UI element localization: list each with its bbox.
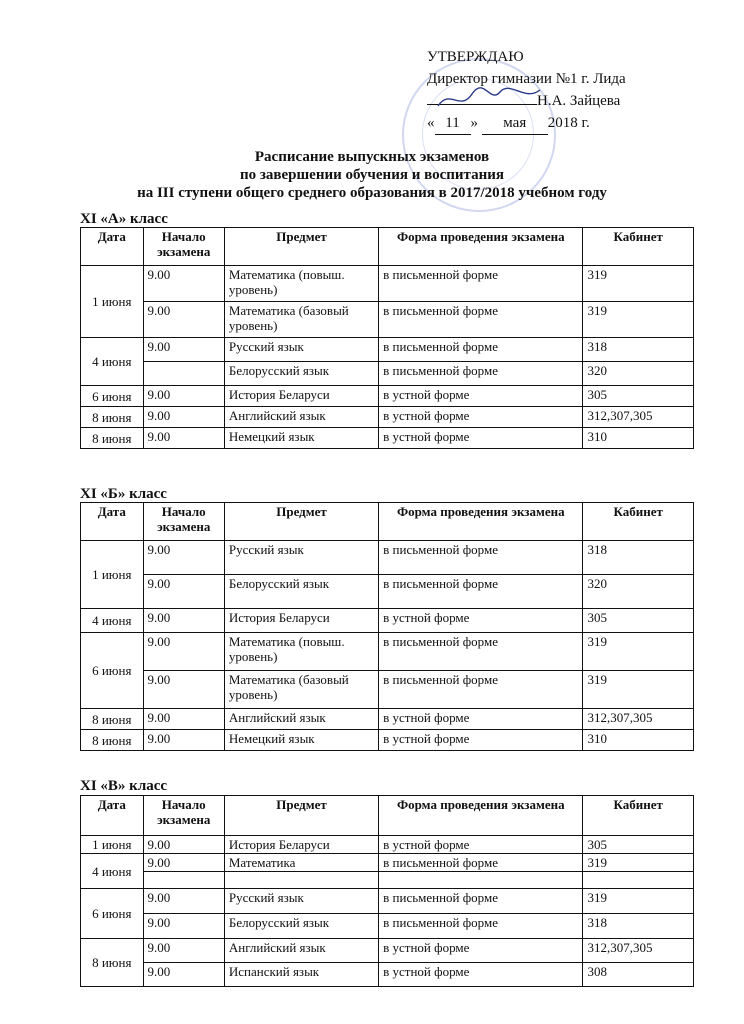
- header-subject: Предмет: [224, 796, 378, 836]
- cell-subject: Английский язык: [224, 709, 378, 730]
- cell-room: 310: [583, 428, 694, 449]
- table-row: [81, 939, 694, 963]
- table-row: [81, 428, 694, 449]
- table-row: [81, 541, 694, 575]
- cell-room: 319: [583, 302, 694, 338]
- cell-subject: Английский язык: [224, 939, 378, 963]
- cell-form: в письменной форме: [379, 302, 583, 338]
- cell-date: 8 июня: [81, 939, 144, 987]
- table-row: [81, 671, 694, 709]
- table-row: [81, 302, 694, 338]
- table-row: [81, 963, 694, 987]
- cell-form: в письменной форме: [379, 266, 583, 302]
- table-row: [81, 633, 694, 671]
- cell-start: 9.00: [143, 709, 224, 730]
- header-form: Форма проведения экзамена: [379, 796, 583, 836]
- cell-date: 8 июня: [81, 730, 144, 751]
- cell-room: 318: [583, 541, 694, 575]
- approval-name: Н.А. Зайцева: [537, 93, 621, 109]
- class-heading: XI «Б» класс: [80, 486, 167, 502]
- cell-form: в устной форме: [379, 730, 583, 751]
- cell-start: 9.00: [143, 836, 224, 854]
- table-row: [81, 730, 694, 751]
- cell-form: в устной форме: [379, 709, 583, 730]
- cell-form: в письменной форме: [379, 854, 583, 872]
- approval-day: 11: [435, 112, 471, 135]
- cell-form: в письменной форме: [379, 338, 583, 362]
- cell-subject: История Беларуси: [224, 609, 378, 633]
- cell-start: 9.00: [143, 541, 224, 575]
- header-room: Кабинет: [583, 796, 694, 836]
- signature-scribble: [430, 84, 550, 114]
- cell-start: 9.00: [143, 575, 224, 609]
- cell-room: 320: [583, 362, 694, 386]
- cell-room: 320: [583, 575, 694, 609]
- cell-subject: Математика (базовый уровень): [224, 671, 378, 709]
- cell-date: 4 июня: [81, 338, 144, 386]
- cell-date: 1 июня: [81, 266, 144, 338]
- table-row: [81, 836, 694, 854]
- cell-room: 312,307,305: [583, 709, 694, 730]
- cell-room: [583, 872, 694, 889]
- table-row: [81, 914, 694, 939]
- approval-heading: УТВЕРЖДАЮ: [427, 49, 524, 65]
- cell-start: 9.00: [143, 939, 224, 963]
- cell-start: 9.00: [143, 428, 224, 449]
- cell-room: 319: [583, 671, 694, 709]
- cell-room: 319: [583, 889, 694, 914]
- cell-start: 9.00: [143, 386, 224, 407]
- header-subject: Предмет: [224, 228, 378, 266]
- cell-room: 305: [583, 386, 694, 407]
- header-date: Дата: [81, 796, 144, 836]
- cell-subject: Русский язык: [224, 889, 378, 914]
- table-row: [81, 854, 694, 872]
- header-start: Начало экзамена: [143, 503, 224, 541]
- cell-date: 1 июня: [81, 836, 144, 854]
- cell-start: 9.00: [143, 854, 224, 872]
- cell-room: 310: [583, 730, 694, 751]
- table-row: [81, 266, 694, 302]
- cell-date: 6 июня: [81, 386, 144, 407]
- header-start: Начало экзамена: [143, 796, 224, 836]
- cell-form: в устной форме: [379, 963, 583, 987]
- cell-subject: Математика (повыш. уровень): [224, 633, 378, 671]
- cell-room: 305: [583, 836, 694, 854]
- cell-form: в письменной форме: [379, 575, 583, 609]
- cell-date: 6 июня: [81, 889, 144, 939]
- cell-subject: Английский язык: [224, 407, 378, 428]
- cell-form: в устной форме: [379, 939, 583, 963]
- table-row: [81, 889, 694, 914]
- cell-start: 9.00: [143, 914, 224, 939]
- cell-form: в устной форме: [379, 386, 583, 407]
- cell-date: 8 июня: [81, 709, 144, 730]
- header-room: Кабинет: [583, 228, 694, 266]
- cell-subject: Русский язык: [224, 338, 378, 362]
- cell-date: 1 июня: [81, 541, 144, 609]
- cell-subject: [224, 872, 378, 889]
- cell-subject: Математика: [224, 854, 378, 872]
- cell-subject: Белорусский язык: [224, 362, 378, 386]
- cell-form: в письменной форме: [379, 541, 583, 575]
- cell-subject: Немецкий язык: [224, 428, 378, 449]
- cell-form: в устной форме: [379, 428, 583, 449]
- cell-form: в письменной форме: [379, 671, 583, 709]
- header-date: Дата: [81, 228, 144, 266]
- cell-date: 8 июня: [81, 428, 144, 449]
- class-heading: XI «В» класс: [80, 778, 168, 794]
- approval-position: Директор гимназии №1 г. Лида: [427, 71, 626, 87]
- approval-year: 2018 г.: [547, 115, 590, 131]
- cell-form: в письменной форме: [379, 914, 583, 939]
- cell-room: 319: [583, 633, 694, 671]
- cell-subject: История Беларуси: [224, 836, 378, 854]
- table-header-row: [81, 796, 694, 836]
- cell-start: 9.00: [143, 266, 224, 302]
- cell-form: в письменной форме: [379, 889, 583, 914]
- cell-form: в устной форме: [379, 407, 583, 428]
- cell-start: [143, 872, 224, 889]
- cell-date: 6 июня: [81, 633, 144, 709]
- table-row: [81, 575, 694, 609]
- schedule-table: [80, 502, 694, 751]
- cell-start: 9.00: [143, 407, 224, 428]
- table-row: [81, 386, 694, 407]
- header-form: Форма проведения экзамена: [379, 503, 583, 541]
- schedule-table: [80, 227, 694, 449]
- table-row: [81, 709, 694, 730]
- cell-room: 318: [583, 338, 694, 362]
- schedule-table: [80, 795, 694, 987]
- cell-start: 9.00: [143, 671, 224, 709]
- table-row: [81, 872, 694, 889]
- cell-form: в устной форме: [379, 836, 583, 854]
- cell-form: в письменной форме: [379, 362, 583, 386]
- approval-month: мая: [482, 112, 548, 135]
- cell-start: 9.00: [143, 889, 224, 914]
- cell-form: в письменной форме: [379, 633, 583, 671]
- table-row: [81, 362, 694, 386]
- table-row: [81, 407, 694, 428]
- cell-start: 9.00: [143, 338, 224, 362]
- cell-room: 318: [583, 914, 694, 939]
- cell-date: 8 июня: [81, 407, 144, 428]
- cell-subject: Испанский язык: [224, 963, 378, 987]
- header-start: Начало экзамена: [143, 228, 224, 266]
- cell-start: 9.00: [143, 609, 224, 633]
- cell-room: 312,307,305: [583, 407, 694, 428]
- approval-date: « 11 » мая 2018 г.: [427, 112, 626, 135]
- cell-subject: Русский язык: [224, 541, 378, 575]
- cell-room: 319: [583, 854, 694, 872]
- cell-form: в устной форме: [379, 609, 583, 633]
- table-header-row: [81, 228, 694, 266]
- header-room: Кабинет: [583, 503, 694, 541]
- cell-subject: История Беларуси: [224, 386, 378, 407]
- class-heading: XI «А» класс: [80, 211, 168, 227]
- document-title: Расписание выпускных экзаменов по завершении обучения и воспитания на III ступени общего среднего образования в 2017/2018 учебном году: [137, 149, 607, 201]
- table-row: [81, 609, 694, 633]
- table-header-row: [81, 503, 694, 541]
- cell-subject: Математика (повыш. уровень): [224, 266, 378, 302]
- cell-start: 9.00: [143, 302, 224, 338]
- cell-room: 312,307,305: [583, 939, 694, 963]
- cell-room: 319: [583, 266, 694, 302]
- header-date: Дата: [81, 503, 144, 541]
- cell-start: 9.00: [143, 730, 224, 751]
- cell-subject: Немецкий язык: [224, 730, 378, 751]
- cell-subject: Математика (базовый уровень): [224, 302, 378, 338]
- cell-subject: Белорусский язык: [224, 575, 378, 609]
- cell-start: 9.00: [143, 633, 224, 671]
- cell-date: 4 июня: [81, 609, 144, 633]
- cell-subject: Белорусский язык: [224, 914, 378, 939]
- cell-start: 9.00: [143, 963, 224, 987]
- header-subject: Предмет: [224, 503, 378, 541]
- cell-room: 305: [583, 609, 694, 633]
- cell-start: [143, 362, 224, 386]
- cell-date: 4 июня: [81, 854, 144, 889]
- cell-room: 308: [583, 963, 694, 987]
- header-form: Форма проведения экзамена: [379, 228, 583, 266]
- cell-form: [379, 872, 583, 889]
- table-row: [81, 338, 694, 362]
